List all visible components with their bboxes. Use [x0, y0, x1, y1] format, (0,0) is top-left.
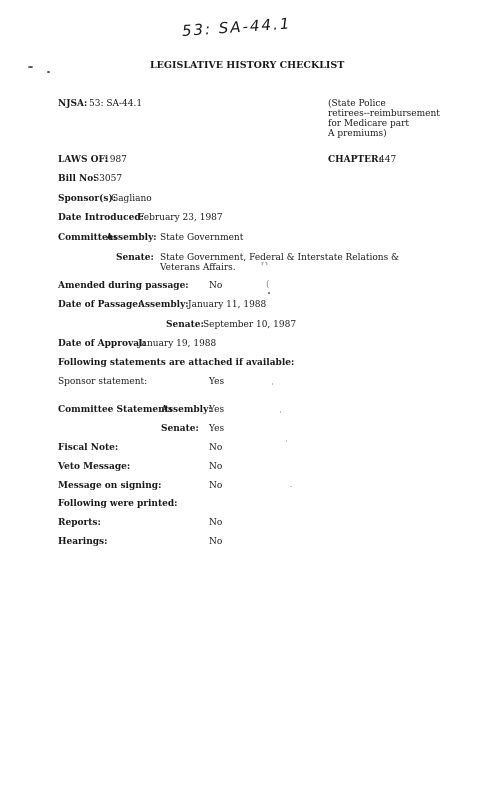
reports-label: Reports:: [58, 518, 101, 528]
passage-assembly-label: Assembly:: [138, 300, 189, 310]
fiscal-note-value: No: [209, 443, 223, 453]
hearings-value: No: [209, 537, 223, 547]
subject-note-line: for Medicare part: [328, 119, 410, 129]
njsa-value: 53: SA-44.1: [89, 99, 143, 109]
document-title: LEGISLATIVE HISTORY CHECKLIST: [150, 60, 345, 71]
committee-senate-label: Senate:: [116, 253, 154, 263]
committee-assembly-label: Assembly:: [106, 233, 157, 243]
handwritten-note: 53: SA-44.1: [181, 14, 292, 40]
passage-assembly-value: January 11, 1988: [188, 300, 267, 310]
date-introduced-label: Date Introduced:: [58, 213, 144, 223]
date-introduced-value: February 23, 1987: [138, 213, 223, 223]
chapter-label: CHAPTER:: [328, 155, 382, 165]
approval-label: Date of Approval:: [58, 339, 146, 349]
committee-senate-value-line2: Veterans Affairs.: [160, 263, 236, 273]
laws-of-label: LAWS OF:: [58, 155, 108, 165]
sponsor-value: Gagliano: [111, 194, 152, 204]
statements-heading: Following statements are attached if available:: [58, 358, 295, 368]
sponsor-statement-value: Yes: [209, 377, 225, 387]
scan-mark: [272, 383, 273, 385]
subject-note-line: A premiums): [328, 129, 387, 139]
passage-senate-value: September 10, 1987: [203, 320, 297, 330]
approval-value: January 19, 1988: [138, 339, 217, 349]
scan-mark: ⸢⸣: [261, 262, 269, 272]
message-on-signing-label: Message on signing:: [58, 481, 162, 491]
laws-of-value: 1987: [104, 155, 127, 165]
scan-mark: [280, 411, 281, 413]
njsa-label: NJSA:: [58, 99, 88, 109]
printed-heading: Following were printed:: [58, 499, 178, 509]
veto-message-label: Veto Message:: [58, 462, 131, 472]
passage-senate-label: Senate:: [166, 320, 204, 330]
subject-note-line: retirees--reimbursement: [328, 109, 440, 119]
sponsor-statement-label: Sponsor statement:: [58, 377, 148, 387]
hearings-label: Hearings:: [58, 537, 108, 547]
scan-mark: (: [266, 280, 270, 290]
subject-note: [328, 99, 440, 139]
veto-message-value: No: [209, 462, 223, 472]
message-on-signing-value: No: [209, 481, 223, 491]
amended-label: Amended during passage:: [58, 281, 189, 291]
bill-no-value: S3057: [93, 174, 123, 184]
reports-value: No: [209, 518, 223, 528]
committee-statement-senate-value: Yes: [209, 424, 225, 434]
fiscal-note-label: Fiscal Note:: [58, 443, 119, 453]
scan-mark: [290, 486, 292, 487]
committee-assembly-value: State Government: [160, 233, 244, 243]
scan-mark: [268, 292, 270, 294]
passage-label: Date of Passage:: [58, 300, 142, 310]
chapter-value: 447: [379, 155, 397, 165]
subject-note-line: (State Police: [328, 99, 386, 109]
scan-mark: [47, 71, 50, 73]
committee-statement-label: Committee Statement:: [58, 405, 173, 415]
scan-mark: [28, 66, 33, 68]
bill-no-label: Bill No:: [58, 174, 97, 184]
sponsor-label: Sponsor(s):: [58, 194, 117, 204]
scan-mark: [286, 440, 287, 442]
amended-value: No: [209, 281, 223, 291]
committee-label: Committee:: [58, 233, 117, 243]
committee-statement-assembly-label: Assembly:: [161, 405, 212, 415]
committee-statement-senate-label: Senate:: [161, 424, 199, 434]
committee-senate-value-line1: State Government, Federal & Interstate Relations &: [160, 253, 400, 263]
committee-statement-assembly-value: Yes: [209, 405, 225, 415]
